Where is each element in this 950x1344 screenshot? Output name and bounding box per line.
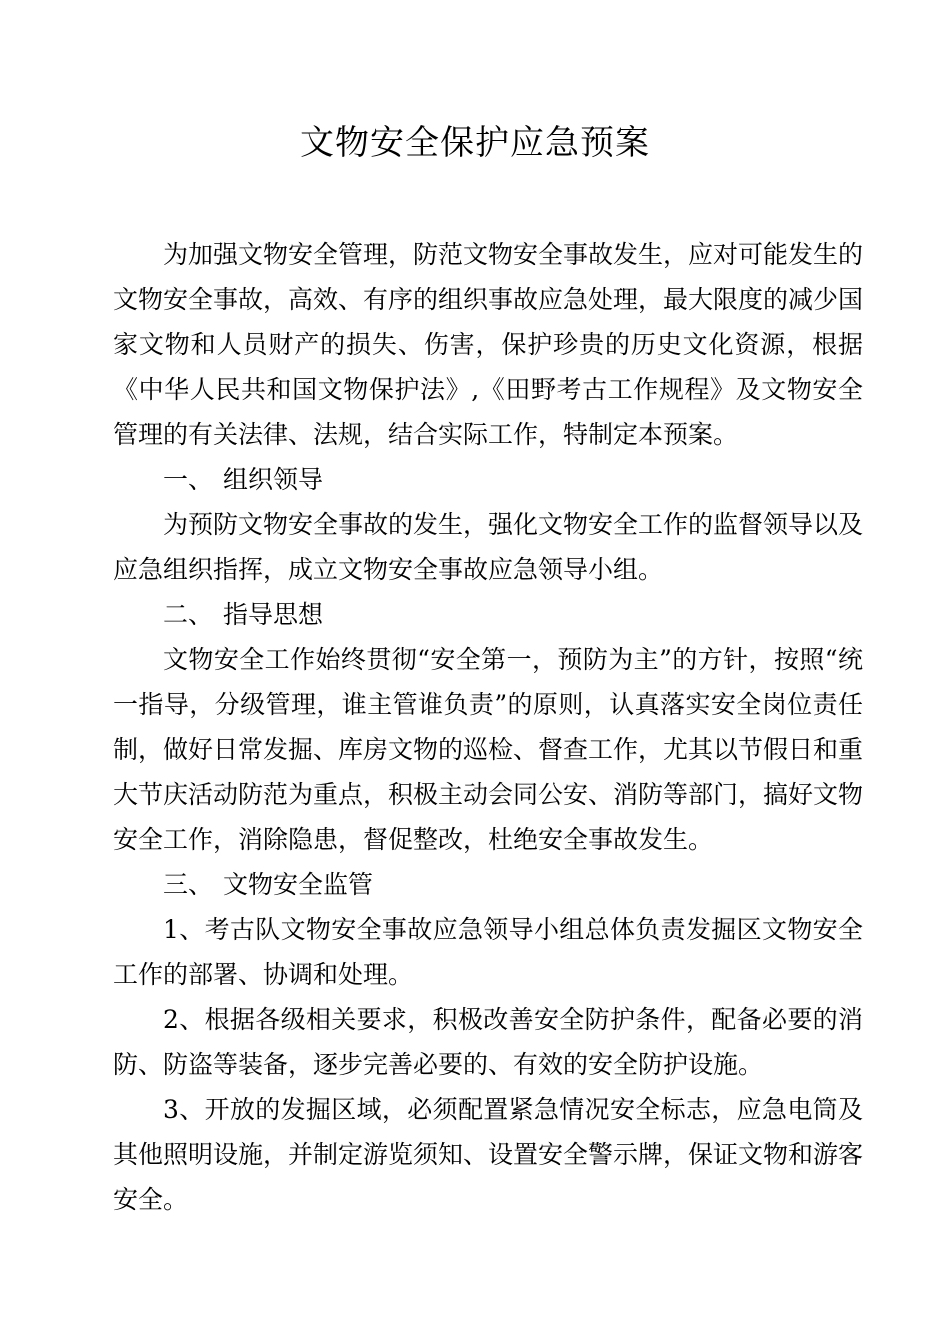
section-title: 指导思想 bbox=[223, 600, 324, 629]
section-paragraph: 文物安全工作始终贯彻“安全第一，预防为主”的方针，按照“统一指导，分级管理，谁主管谁负责”的原则，认真落实安全岗位责任制，做好日常发掘、库房文物的巡检、督查工作，尤其以节假日和重大节庆活动防范为重点，积极主动会同公安、消防等部门，搞好文物安全工作，消除隐患，督促整改，杜绝安全事故发生。 bbox=[113, 645, 864, 854]
intro-paragraph: 为加强文物安全管理，防范文物安全事故发生，应对可能发生的文物安全事故，高效、有序的组织事故应急处理，最大限度的减少国家文物和人员财产的损失、伤害，保护珍贵的历史文化资源，根据《中华人民共和国文物保护法》,《田野考古工作规程》及文物安全管理的有关法律、法规，结合实际工作，特制定本预案。 bbox=[113, 240, 864, 449]
section-number: 一、 bbox=[163, 465, 214, 494]
section-paragraph: 1、考古队文物安全事故应急领导小组总体负责发掘区文物安全工作的部署、协调和处理。 bbox=[113, 915, 863, 989]
document-body bbox=[113, 232, 863, 1222]
section-paragraph: 2、根据各级相关要求，积极改善安全防护条件，配备必要的消防、防盗等装备，逐步完善必要的、有效的安全防护设施。 bbox=[113, 1005, 863, 1079]
section-title: 组织领导 bbox=[223, 465, 324, 494]
document-title: 文物安全保护应急预案 bbox=[300, 123, 650, 163]
section-heading bbox=[113, 862, 863, 907]
section-title: 文物安全监管 bbox=[223, 870, 374, 899]
section-heading bbox=[113, 457, 863, 502]
section-number: 二、 bbox=[163, 600, 214, 629]
section-heading bbox=[113, 592, 863, 637]
section-paragraph: 为预防文物安全事故的发生，强化文物安全工作的监督领导以及应急组织指挥，成立文物安全事故应急领导小组。 bbox=[113, 510, 864, 584]
section-number: 三、 bbox=[163, 870, 214, 899]
section-paragraph: 3、开放的发掘区域，必须配置紧急情况安全标志，应急电筒及其他照明设施，并制定游览须知、设置安全警示牌，保证文物和游客安全。 bbox=[113, 1095, 864, 1214]
